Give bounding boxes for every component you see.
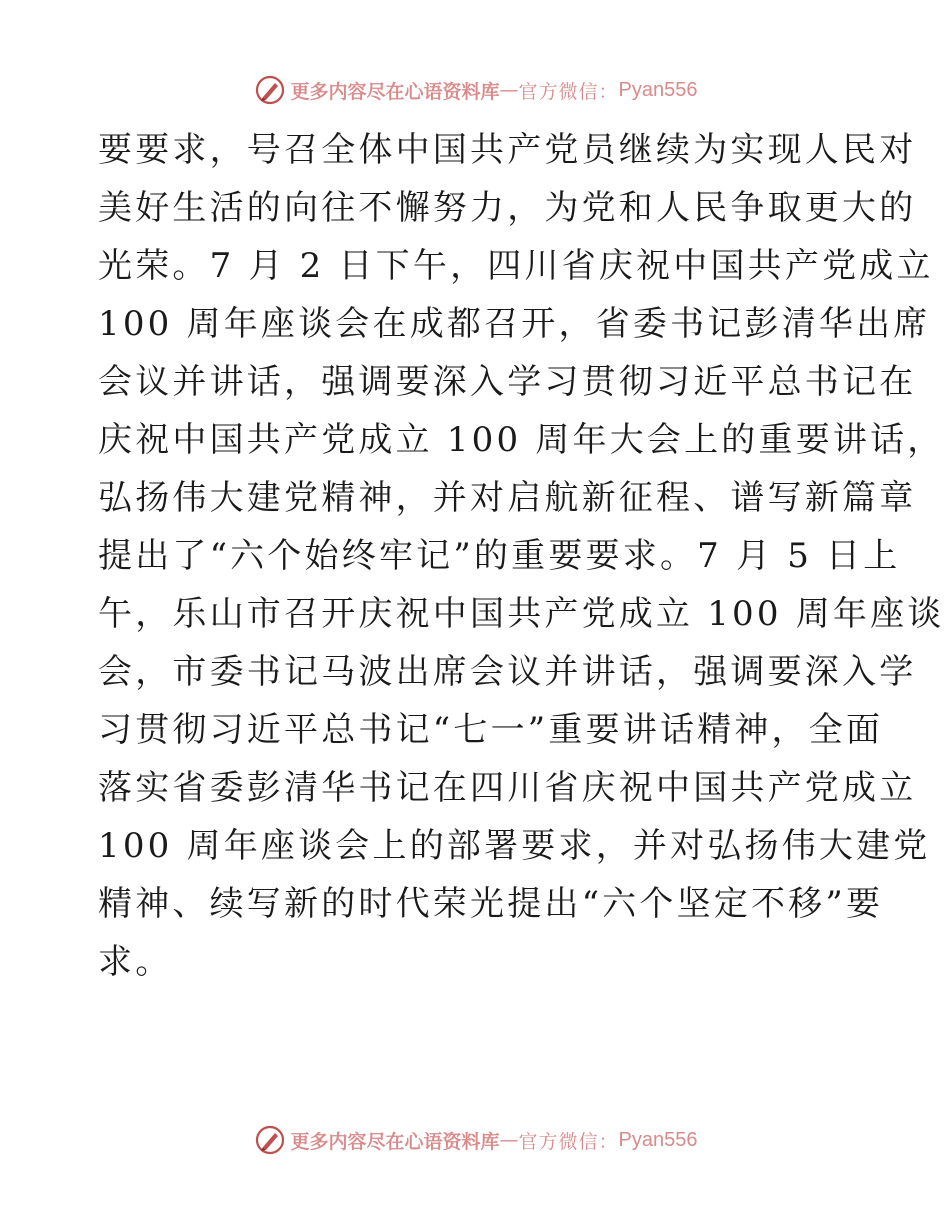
watermark-separator: — [499, 79, 519, 101]
body-line: 弘扬伟大建党精神，并对启航新征程、谱写新篇章 [98, 478, 917, 518]
footer-watermark [0, 1120, 950, 1160]
body-line: 习贯彻习近平总书记“七一”重要讲话精神，全面 [98, 710, 884, 750]
pen-logo-icon [253, 73, 287, 107]
watermark-official-label: 官方微信： [518, 1130, 619, 1153]
body-line: 光荣。7 月 2 日下午，四川省庆祝中国共产党成立 [98, 246, 934, 286]
watermark-separator: — [499, 1129, 519, 1151]
body-line: 美好生活的向往不懈努力，为党和人民争取更大的 [98, 188, 917, 228]
body-line: 精神、续写新的时代荣光提出“六个坚定不移”要 [98, 884, 884, 924]
watermark-official-label: 官方微信： [518, 80, 619, 103]
watermark-wechat-id: Pyan556 [618, 1128, 698, 1151]
body-line: 会议并讲话，强调要深入学习贯彻习近平总书记在 [98, 362, 917, 402]
body-line: 提出了“六个始终牢记”的重要要求。7 月 5 日上 [98, 536, 901, 576]
watermark-main-text: 更多内容尽在心语资料库 [290, 80, 500, 103]
body-line: 求。 [98, 942, 173, 982]
watermark-main-text: 更多内容尽在心语资料库 [290, 1130, 500, 1153]
body-line: 100 周年座谈会上的部署要求，并对弘扬伟大建党 [98, 826, 931, 866]
document-body [98, 121, 945, 991]
watermark-wechat-id: Pyan556 [618, 78, 698, 101]
header-watermark [0, 70, 950, 110]
body-line: 会，市委书记马波出席会议并讲话，强调要深入学 [98, 652, 917, 692]
pen-logo-icon [253, 1123, 287, 1157]
body-line: 庆祝中国共产党成立 100 周年大会上的重要讲话， [98, 420, 945, 460]
body-line: 落实省委彭清华书记在四川省庆祝中国共产党成立 [98, 768, 917, 808]
body-line: 要要求，号召全体中国共产党员继续为实现人民对 [98, 130, 917, 170]
body-line: 午，乐山市召开庆祝中国共产党成立 100 周年座谈 [98, 594, 945, 634]
body-line: 100 周年座谈会在成都召开，省委书记彭清华出席 [98, 304, 931, 344]
